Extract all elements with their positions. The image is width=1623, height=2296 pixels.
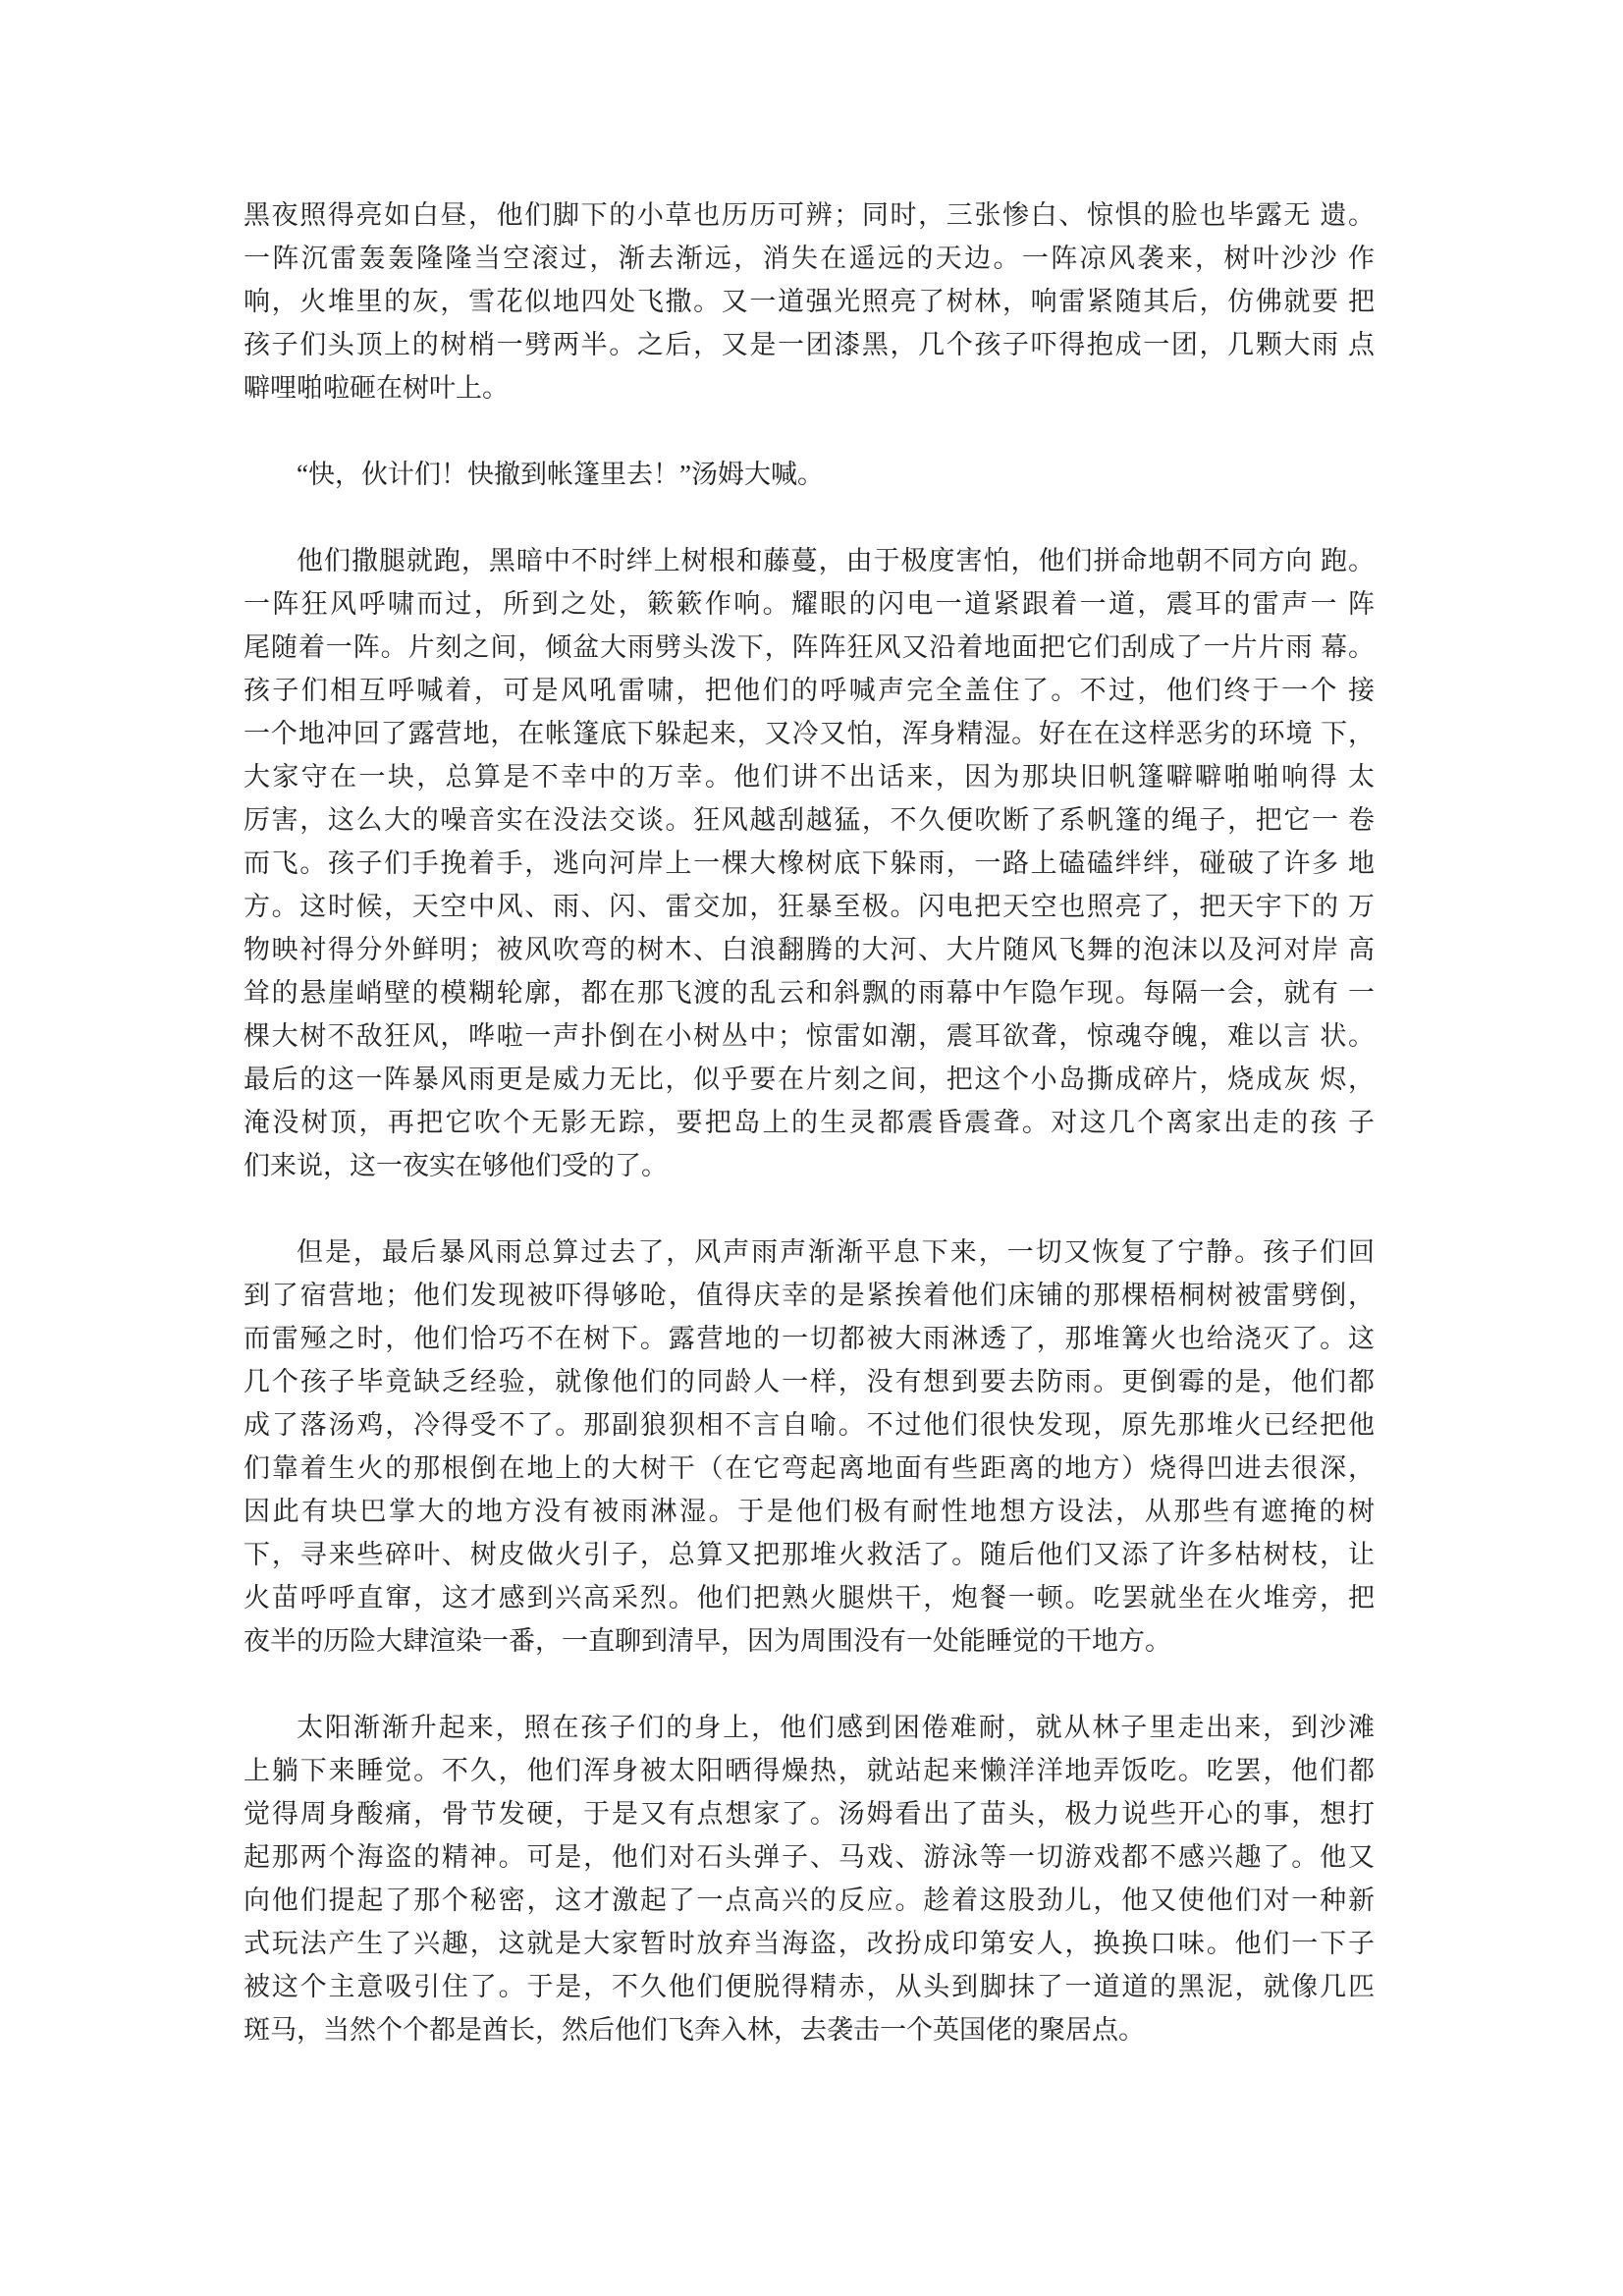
text-line: 式玩法产生了兴趣，这就是大家暂时放弃当海盗，改扮成印第安人，换换口味。他们一下子 xyxy=(243,1929,1375,1958)
text-line: 厉害，这么大的噪音实在没法交谈。狂风越刮越猛，不久便吹断了系帆篷的绳子，把它一 卷 xyxy=(243,805,1375,835)
text-line: 尾随着一阵。片刻之间，倾盆大雨劈头泼下，阵阵狂风又沿着地面把它们刮成了一片片雨 幕。 xyxy=(243,632,1375,662)
text-line: 黑夜照得亮如白昼，他们脚下的小草也历历可辨；同时，三张惨白、惊惧的脸也毕露无 遗。 xyxy=(243,200,1375,230)
text-line: 觉得周身酸痛，骨节发硬，于是又有点想家了。汤姆看出了苗头，极力说些开心的事，想打 xyxy=(243,1799,1375,1829)
text-line: 而飞。孩子们手挽着手，逃向河岸上一棵大橡树底下躲雨，一路上磕磕绊绊，碰破了许多 地 xyxy=(243,848,1375,878)
text-line: 火苗呼呼直窜，这才感到兴高采烈。他们把熟火腿烘干，炮餐一顿。吃罢就坐在火堆旁，把 xyxy=(243,1583,1375,1613)
text-line: 响，火堆里的灰，雪花似地四处飞撒。又一道强光照亮了树林，响雷紧随其后，仿佛就要 把 xyxy=(243,287,1375,316)
text-line: 淹没树顶，再把它吹个无影无踪，要把岛上的生灵都震昏震聋。对这几个离家出走的孩 子 xyxy=(243,1108,1375,1137)
text-line: 向他们提起了那个秘密，这才激起了一点高兴的反应。趁着这股劲儿，他又使他们对一种新 xyxy=(243,1886,1375,1915)
paragraph xyxy=(243,1706,1375,2051)
text-line: 太阳渐渐升起来，照在孩子们的身上，他们感到困倦难耐，就从林子里走出来，到沙滩 xyxy=(297,1713,1375,1742)
text-line: 孩子们相互呼喊着，可是风吼雷啸，把他们的呼喊声完全盖住了。不过，他们终于一个 接 xyxy=(243,676,1375,705)
text-line: 噼哩啪啦砸在树叶上。 xyxy=(243,373,509,403)
text-line: 下，寻来些碎叶、树皮做火引子，总算又把那堆火救活了。随后他们又添了许多枯树枝，让 xyxy=(243,1540,1375,1569)
text-line: 一阵沉雷轰轰隆隆当空滚过，渐去渐远，消失在遥远的天边。一阵凉风袭来，树叶沙沙 作 xyxy=(243,244,1375,273)
paragraph xyxy=(243,1230,1375,1663)
text-line: 最后的这一阵暴风雨更是威力无比，似乎要在片刻之间，把这个小岛撕成碎片，烧成灰 烬， xyxy=(243,1065,1375,1094)
text-line: 物映衬得分外鲜明；被风吹弯的树木、白浪翻腾的大河、大片随风飞舞的泡沫以及河对岸 高 xyxy=(243,935,1375,964)
text-line: 上躺下来睡觉。不久，他们浑身被太阳晒得燥热，就站起来懒洋洋地弄饭吃。吃罢，他们都 xyxy=(243,1756,1375,1785)
text-line: 他们撒腿就跑，黑暗中不时绊上树根和藤蔓，由于极度害怕，他们拼命地朝不同方向 跑。 xyxy=(297,546,1375,575)
text-line: 但是，最后暴风雨总算过去了，风声雨声渐渐平息下来，一切又恢复了宁静。孩子们回 xyxy=(297,1237,1375,1267)
text-line: 孩子们头顶上的树梢一劈两半。之后，又是一团漆黑，几个孩子吓得抱成一团，几颗大雨 点 xyxy=(243,330,1375,359)
paragraph xyxy=(243,193,1375,410)
text-line: 起那两个海盗的精神。可是，他们对石头弹子、马戏、游泳等一切游戏都不感兴趣了。他又 xyxy=(243,1842,1375,1872)
text-line: 几个孩子毕竟缺乏经验，就像他们的同龄人一样，没有想到要去防雨。更倒霉的是，他们都 xyxy=(243,1367,1375,1396)
text-line: 方。这时候，天空中风、雨、闪、雷交加，狂暴至极。闪电把天空也照亮了，把天宇下的 万 xyxy=(243,892,1375,921)
text-line: 大家守在一块，总算是不幸中的万幸。他们讲不出话来，因为那块旧帆篷噼噼啪啪响得 太 xyxy=(243,762,1375,792)
dialogue-paragraph xyxy=(243,453,1375,496)
text-line: 成了落汤鸡，冷得受不了。那副狼狈相不言自喻。不过他们很快发现，原先那堆火已经把他 xyxy=(243,1410,1375,1440)
text-line: 而雷殛之时，他们恰巧不在树下。露营地的一切都被大雨淋透了，那堆篝火也给浇灭了。这 xyxy=(243,1324,1375,1353)
paragraph xyxy=(243,539,1375,1187)
text-line: 因此有块巴掌大的地方没有被雨淋湿。于是他们极有耐性地想方设法，从那些有遮掩的树 xyxy=(243,1497,1375,1526)
text-line: 棵大树不敌狂风，哗啦一声扑倒在小树丛中；惊雷如潮，震耳欲聋，惊魂夺魄，难以言 状。 xyxy=(243,1021,1375,1051)
text-line: 斑马，当然个个都是酋长，然后他们飞奔入林，去袭击一个英国佬的聚居点。 xyxy=(243,2015,1145,2045)
text-line: 耸的悬崖峭壁的模糊轮廓，都在那飞渡的乱云和斜飘的雨幕中乍隐乍现。每隔一会，就有 一 xyxy=(243,978,1375,1008)
text-line: 到了宿营地；他们发现被吓得够呛，值得庆幸的是紧挨着他们床铺的那棵梧桐树被雷劈倒， xyxy=(243,1281,1375,1310)
text-line: 们靠着生火的那根倒在地上的大树干（在它弯起离地面有些距离的地方）烧得凹进去很深， xyxy=(243,1453,1375,1483)
text-line: 一阵狂风呼啸而过，所到之处，簌簌作响。耀眼的闪电一道紧跟着一道，震耳的雷声一 阵 xyxy=(243,589,1375,619)
text-line: 们来说，这一夜实在够他们受的了。 xyxy=(243,1151,668,1180)
text-line: 被这个主意吸引住了。于是，不久他们便脱得精赤，从头到脚抹了一道道的黑泥，就像几匹 xyxy=(243,1972,1375,2001)
text-line: 一个地冲回了露营地，在帐篷底下躲起来，又冷又怕，浑身精湿。好在在这样恶劣的环境 下， xyxy=(243,719,1375,748)
text-line: 夜半的历险大肆渲染一番，一直聊到清早，因为周围没有一处能睡觉的干地方。 xyxy=(243,1626,1171,1656)
text-line: “快，伙计们！快撤到帐篷里去！”汤姆大喊。 xyxy=(297,460,824,489)
